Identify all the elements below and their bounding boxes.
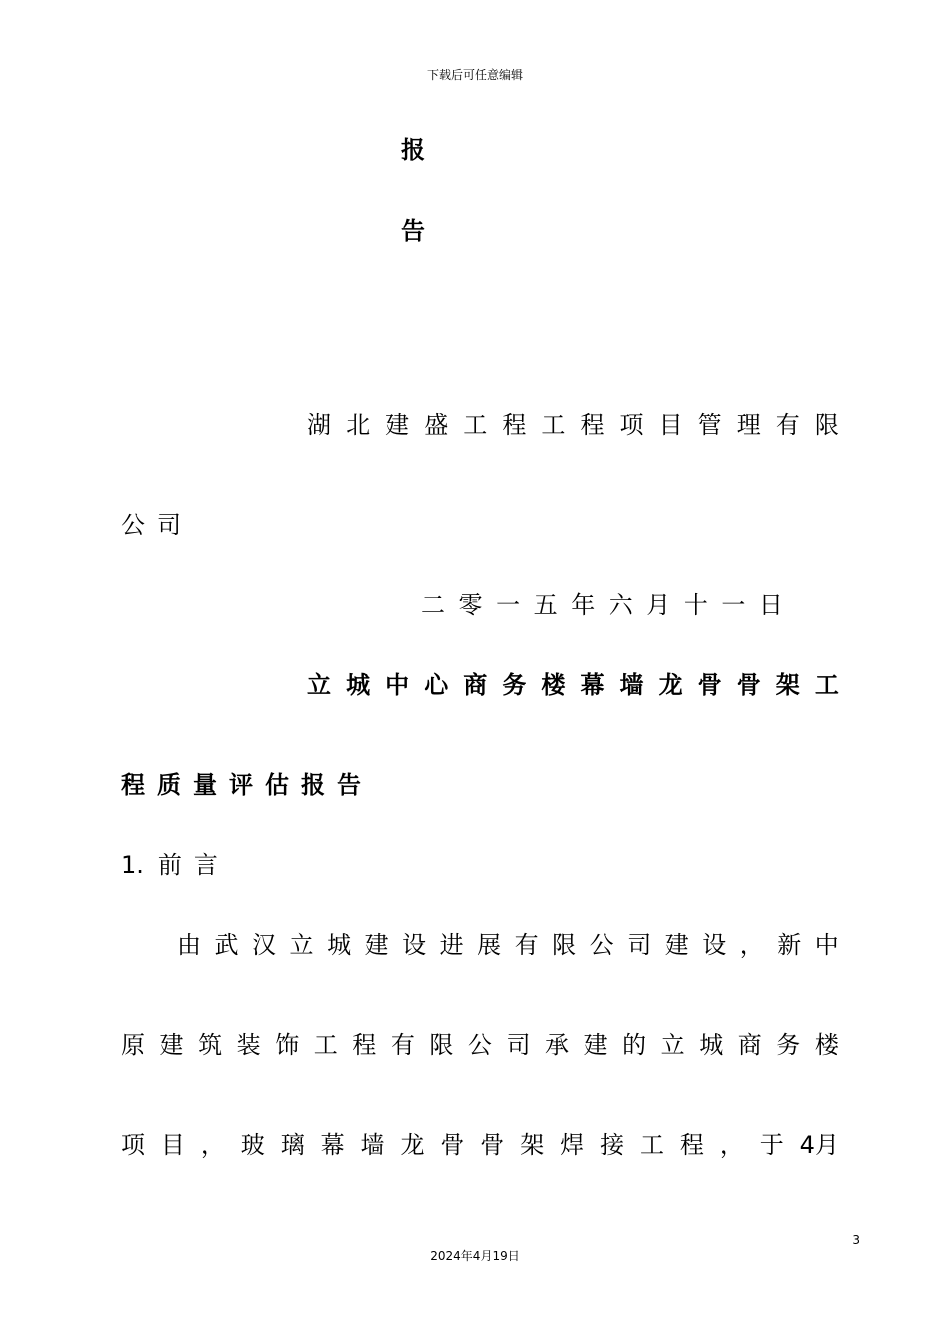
paragraph-line-3 (121, 1125, 839, 1160)
glyph: 架 (520, 1131, 545, 1159)
glyph: 工 (541, 411, 566, 439)
glyph: 五 (533, 591, 558, 619)
page-footer: 2024年4月19日 (430, 1249, 520, 1263)
glyph: 目 (658, 411, 683, 439)
glyph: 城 (327, 931, 352, 959)
glyph: 工 (463, 411, 488, 439)
glyph: 立 (660, 1031, 685, 1059)
glyph: 立 (307, 671, 331, 699)
glyph: 盛 (424, 411, 449, 439)
glyph: 骨 (480, 1131, 505, 1159)
glyph: 由 (177, 931, 201, 959)
glyph: 焊 (560, 1131, 585, 1159)
title-char-1: 报 (401, 136, 425, 164)
glyph: 接 (600, 1131, 625, 1159)
glyph: 架 (775, 671, 800, 699)
glyph: 湖 (307, 411, 331, 439)
glyph: 装 (236, 1031, 261, 1059)
glyph: 建 (385, 411, 410, 439)
glyph: 月 (646, 591, 671, 619)
glyph: 骨 (736, 671, 761, 699)
company-line-1 (307, 405, 839, 440)
glyph: 新 (777, 931, 802, 959)
glyph: 墙 (360, 1131, 385, 1159)
glyph: 一 (496, 591, 521, 619)
paragraph-line-1 (177, 925, 839, 960)
glyph: 墙 (619, 671, 644, 699)
glyph: 龙 (400, 1131, 425, 1159)
glyph: 项 (121, 1131, 145, 1159)
glyph: 原 (121, 1031, 145, 1059)
paragraph-line-2 (121, 1025, 839, 1060)
glyph: 武 (214, 931, 239, 959)
glyph: 楼 (814, 1031, 839, 1059)
glyph: 立 (289, 931, 314, 959)
page-header: 下载后可任意编辑 (426, 68, 523, 82)
glyph: 有 (775, 411, 800, 439)
report-date (421, 585, 783, 620)
company-line-2: 公司 (121, 511, 193, 539)
section-number: 1. (121, 851, 144, 879)
glyph: 展 (477, 931, 502, 959)
glyph: 建 (159, 1031, 184, 1059)
glyph: 商 (737, 1031, 762, 1059)
section-title: 前言 (157, 851, 230, 879)
glyph: 十 (683, 591, 708, 619)
glyph: 限 (814, 411, 839, 439)
glyph: 饰 (275, 1031, 300, 1059)
glyph: 零 (458, 591, 483, 619)
glyph: 承 (545, 1031, 570, 1059)
glyph: 公 (467, 1031, 492, 1059)
glyph: 司 (506, 1031, 531, 1059)
glyph: 二 (421, 591, 445, 619)
glyph: 工 (814, 671, 839, 699)
glyph: 骨 (440, 1131, 465, 1159)
glyph: 务 (502, 671, 527, 699)
glyph: 幕 (320, 1131, 345, 1159)
glyph: 商 (463, 671, 488, 699)
glyph: 心 (424, 671, 449, 699)
glyph: 4月 (799, 1131, 839, 1159)
glyph: 年 (571, 591, 596, 619)
glyph: 进 (439, 931, 464, 959)
glyph: 限 (429, 1031, 454, 1059)
glyph: 建 (664, 931, 689, 959)
section-heading (121, 845, 230, 880)
glyph: 程 (502, 411, 527, 439)
glyph: 中 (385, 671, 410, 699)
glyph: 务 (776, 1031, 801, 1059)
glyph: 程 (580, 411, 605, 439)
glyph: 项 (619, 411, 644, 439)
glyph: 一 (721, 591, 746, 619)
glyph: 程 (679, 1131, 704, 1159)
glyph: 工 (313, 1031, 338, 1059)
glyph: 限 (552, 931, 577, 959)
glyph: 设 (402, 931, 427, 959)
glyph: 六 (608, 591, 633, 619)
page-number: 3 (852, 1233, 860, 1247)
glyph: 建 (364, 931, 389, 959)
glyph: 玻 (240, 1131, 265, 1159)
glyph: 建 (583, 1031, 608, 1059)
glyph: 楼 (541, 671, 566, 699)
title-char-2: 告 (401, 217, 425, 245)
glyph: ， (739, 931, 764, 959)
glyph: 璃 (280, 1131, 305, 1159)
glyph: 程 (352, 1031, 377, 1059)
glyph: ， (200, 1131, 225, 1159)
glyph: 理 (736, 411, 761, 439)
glyph: 于 (759, 1131, 784, 1159)
glyph: 汉 (252, 931, 277, 959)
glyph: 北 (346, 411, 371, 439)
report-title-line-2: 程质量评估报告 (121, 771, 373, 799)
glyph: 工 (639, 1131, 664, 1159)
glyph: 骨 (697, 671, 722, 699)
glyph: 目 (160, 1131, 185, 1159)
glyph: 有 (390, 1031, 415, 1059)
glyph: 龙 (658, 671, 683, 699)
glyph: 有 (514, 931, 539, 959)
glyph: 设 (702, 931, 727, 959)
glyph: ， (719, 1131, 744, 1159)
glyph: 城 (346, 671, 371, 699)
glyph: 筑 (198, 1031, 223, 1059)
glyph: 幕 (580, 671, 605, 699)
glyph: 司 (627, 931, 652, 959)
glyph: 城 (699, 1031, 724, 1059)
glyph: 日 (758, 591, 783, 619)
glyph: 中 (814, 931, 839, 959)
glyph: 公 (589, 931, 614, 959)
glyph: 的 (622, 1031, 647, 1059)
report-title-line-1 (307, 665, 839, 700)
glyph: 管 (697, 411, 722, 439)
